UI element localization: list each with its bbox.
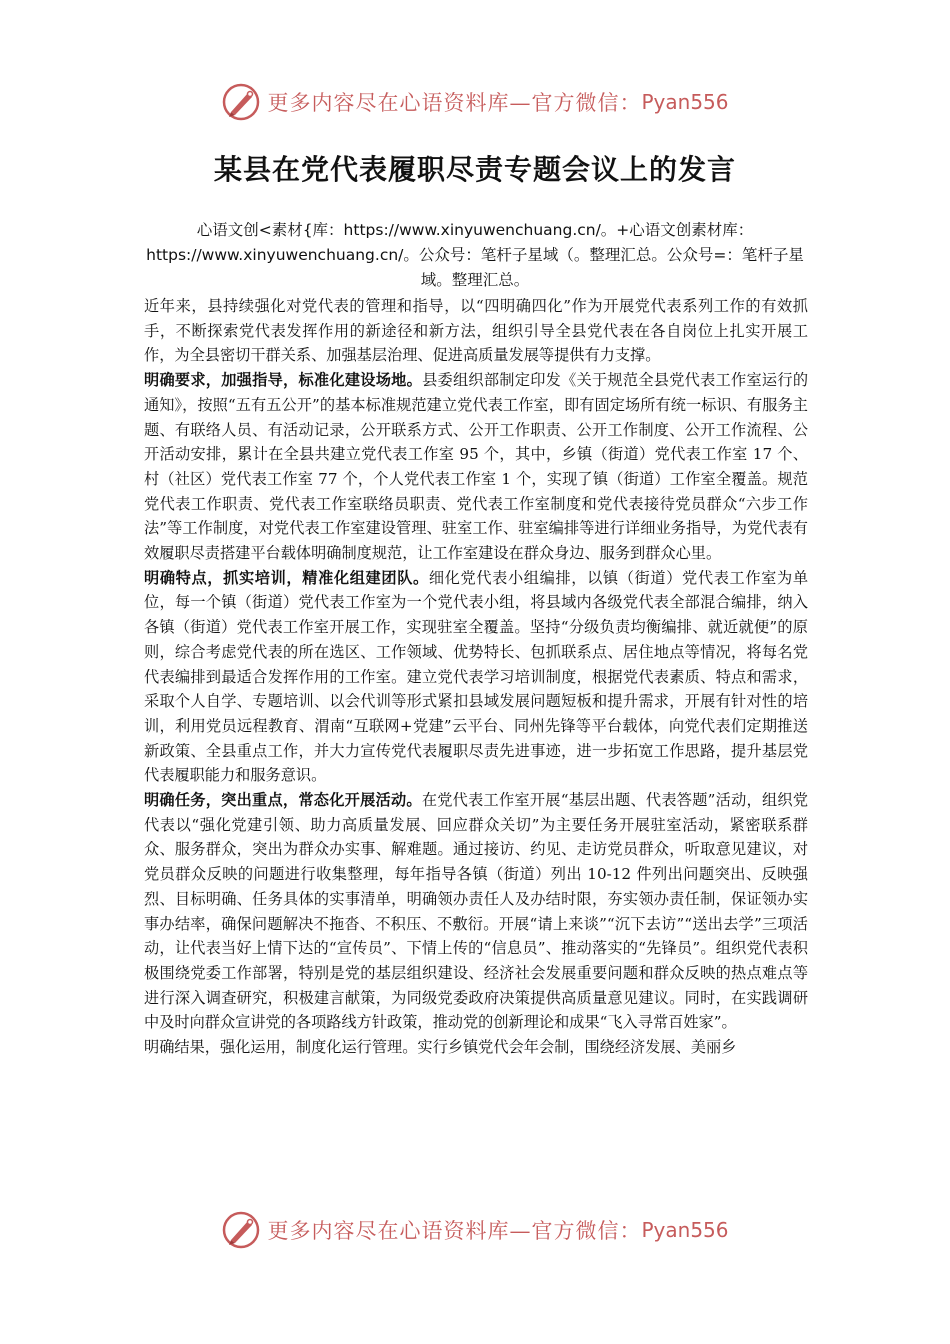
section-heading: 明确要求，加强指导，标准化建设场地。 xyxy=(144,371,423,390)
header-watermark-banner xyxy=(0,80,950,124)
paragraph-text: 细化党代表小组编排，以镇（街道）党代表工作室为单位，每一个镇（街道）党代表工作室为一个党代表小组，将县域内各级党代表全部混合编排，纳入各镇（街道）党代表工作室开展工作，实现驻室全覆盖。坚持“分级负责均衡编排、就近就便”的原则，综合考虑党代表的所在选区、工作领域、优势特长、包抓联系点、居住地点等情况，将每名党代表编排到最适合发挥作用的工作室。建立党代表学习培训制度，根据党代表素质、特点和需求，采取个人自学、专题培训、以会代训等形式紧扣县域发展问题短板和提升需求，开展有针对性的培训，利用党员远程教育、渭南“互联网+党建”云平台、同州先锋等平台载体，向党代表们定期推送新政策、全县重点工作，并大力宣传党代表履职尽责先进事迹，进一步拓宽工作思路，提升基层党代表履职能力和服务意识。 xyxy=(144,568,809,785)
paragraph-text: 在党代表工作室开展“基层出题、代表答题”活动，组织党代表以“强化党建引领、助力高质量发展、回应群众关切”为主要任务开展驻室活动，紧密联系群众、服务群众，突出为群众办实事、解难题。通过接访、约见、走访党员群众，听取意见建议，对党员群众反映的问题进行收集整理，每年指导各镇（街道）列出 10-12 件列出问题突出、反映强烈、目标明确、任务具体的实事清单，明确领办责任人及办结时限，夯实领办责任制，保证领办实事办结率，确保问题解决不拖沓、不积压、不敷衍。开展“请上来谈”“沉下去访”“送出去学”三项活动，让代表当好上情下达的“宣传员”、下情上传的“信息员”、推动落实的“先锋员”。组织党代表积极围绕党委工作部署，特别是党的基层组织建设、经济社会发展重要问题和群众反映的热点难点等进行深入调查研究，积极建言献策，为同级党委政府决策提供高质量意见建议。同时，在实践调研中及时向群众宣讲党的各项路线方针政策，推动党的创新理论和成果“飞入寻常百姓家”。 xyxy=(144,791,809,1032)
section-heading: 明确特点，抓实培训，精准化组建团队。 xyxy=(144,568,429,587)
footer-watermark-banner xyxy=(0,1208,950,1252)
paragraph-section-3 xyxy=(144,788,808,1035)
pen-nib-logo-icon xyxy=(221,82,261,122)
section-heading: 明确结果，强化运用，制度化运行管理。 xyxy=(144,1038,418,1057)
paragraph-intro xyxy=(144,294,808,368)
paragraph-section-1 xyxy=(144,368,808,566)
section-heading: 明确任务，突出重点，常态化开展活动。 xyxy=(144,791,422,810)
banner-wechat-id: Pyan556 xyxy=(641,1218,729,1242)
banner-text: 更多内容尽在心语资料库—官方微信： xyxy=(267,91,642,115)
document-body xyxy=(144,294,808,1060)
paragraph-text: 近年来，县持续强化对党代表的管理和指导，以“四明确四化”作为开展党代表系列工作的有效抓手，不断探索党代表发挥作用的新途径和新方法，组织引导全县党代表在各自岗位上扎实开展工作，为全县密切干群关系、加强基层治理、促进高质量发展等提供有力支撑。 xyxy=(144,297,808,365)
paragraph-section-2 xyxy=(144,566,808,788)
source-note: 心语文创<素材{库：https://www.xinyuwenchuang.cn/。+心语文创素材库：https://www.xinyuwenchuang.cn/。公众号：笔杆子星域（。整理汇总。公众号=：笔杆子星域。整理汇总。 xyxy=(146,221,804,289)
paragraph-text: 县委组织部制定印发《关于规范全县党代表工作室运行的通知》，按照“五有五公开”的基本标准规范建立党代表工作室，即有固定场所有统一标识、有服务主题、有联络人员、有活动记录，公开联系方式、公开工作职责、公开工作制度、公开工作流程、公开活动安排，累计在全县共建立党代表工作室 95 个，其中，乡镇（街道）党代表工作室 17 个、村（社区）党代表工作室 77 个，个人党代表工作室 1 个，实现了镇（街道）工作室全覆盖。规范党代表工作职责、党代表工作室联络员职责、党代表工作室制度和党代表接待党员群众“六步工作法”等工作制度，对党代表工作室建设管理、驻室工作、驻室编排等进行详细业务指导，为党代表有效履职尽责搭建平台载体明确制度规范，让工作室建设在群众身边、服务到群众心里。 xyxy=(144,371,809,563)
document-title: 某县在党代表履职尽责专题会议上的发言 xyxy=(213,153,736,186)
pen-nib-logo-icon xyxy=(221,1210,261,1250)
banner-text: 更多内容尽在心语资料库—官方微信： xyxy=(267,1219,642,1243)
paragraph-section-4 xyxy=(144,1035,808,1060)
paragraph-text: 实行乡镇党代会年会制，围绕经济发展、美丽乡 xyxy=(417,1038,737,1057)
banner-wechat-id: Pyan556 xyxy=(641,90,729,114)
